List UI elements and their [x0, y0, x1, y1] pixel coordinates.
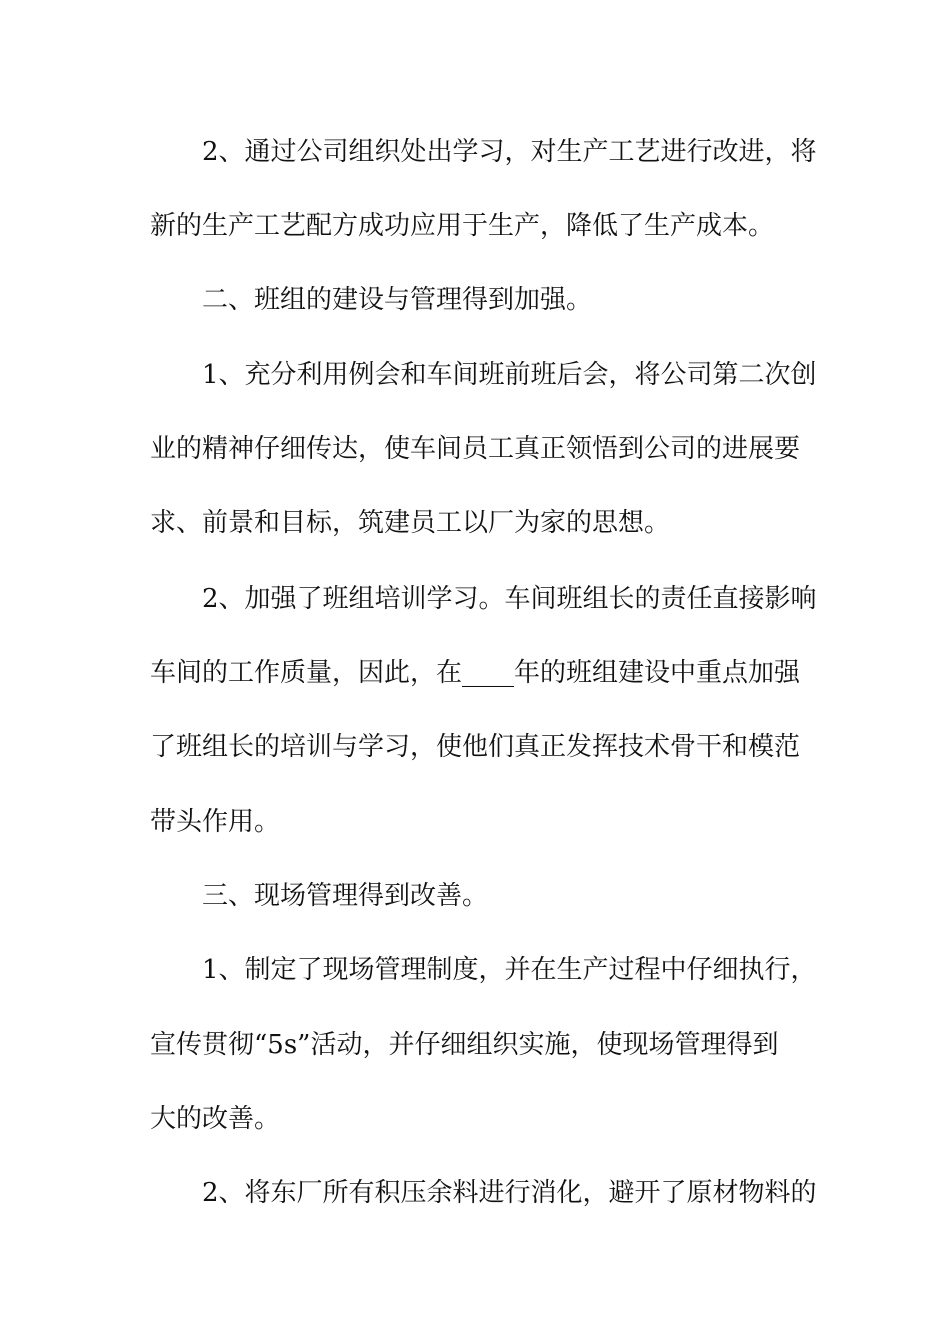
paragraph-line: 大的改善。: [150, 1104, 281, 1134]
section-heading: 三、现场管理得到改善。: [202, 881, 489, 911]
paragraph-line: 1、充分利用例会和车间班前班后会，将公司第二次创: [202, 360, 817, 390]
paragraph-line: 求、前景和目标，筑建员工以厂为家的思想。: [150, 508, 671, 538]
paragraph-line: 1、制定了现场管理制度，并在生产过程中仔细执行，: [202, 955, 817, 985]
paragraph-line: 宣传贯彻“5s”活动，并仔细组织实施，使现场管理得到: [150, 1030, 779, 1060]
paragraph-line: 业的精神仔细传达，使车间员工真正领悟到公司的进展要: [150, 434, 801, 464]
paragraph-line: 了班组长的培训与学习，使他们真正发挥技术骨干和模范: [150, 732, 801, 762]
section-heading: 二、班组的建设与管理得到加强。: [202, 285, 593, 315]
paragraph-line: 2、通过公司组织处出学习，对生产工艺进行改进，将: [202, 137, 817, 167]
paragraph-line: 2、加强了班组培训学习。车间班组长的责任直接影响: [202, 584, 817, 614]
paragraph-line: 新的生产工艺配方成功应用于生产，降低了生产成本。: [150, 211, 775, 241]
paragraph-line: 带头作用。: [150, 807, 281, 837]
paragraph-line: 车间的工作质量，因此，在____年的班组建设中重点加强: [150, 658, 801, 688]
paragraph-line: 2、将东厂所有积压余料进行消化，避开了原材物料的: [202, 1178, 817, 1208]
